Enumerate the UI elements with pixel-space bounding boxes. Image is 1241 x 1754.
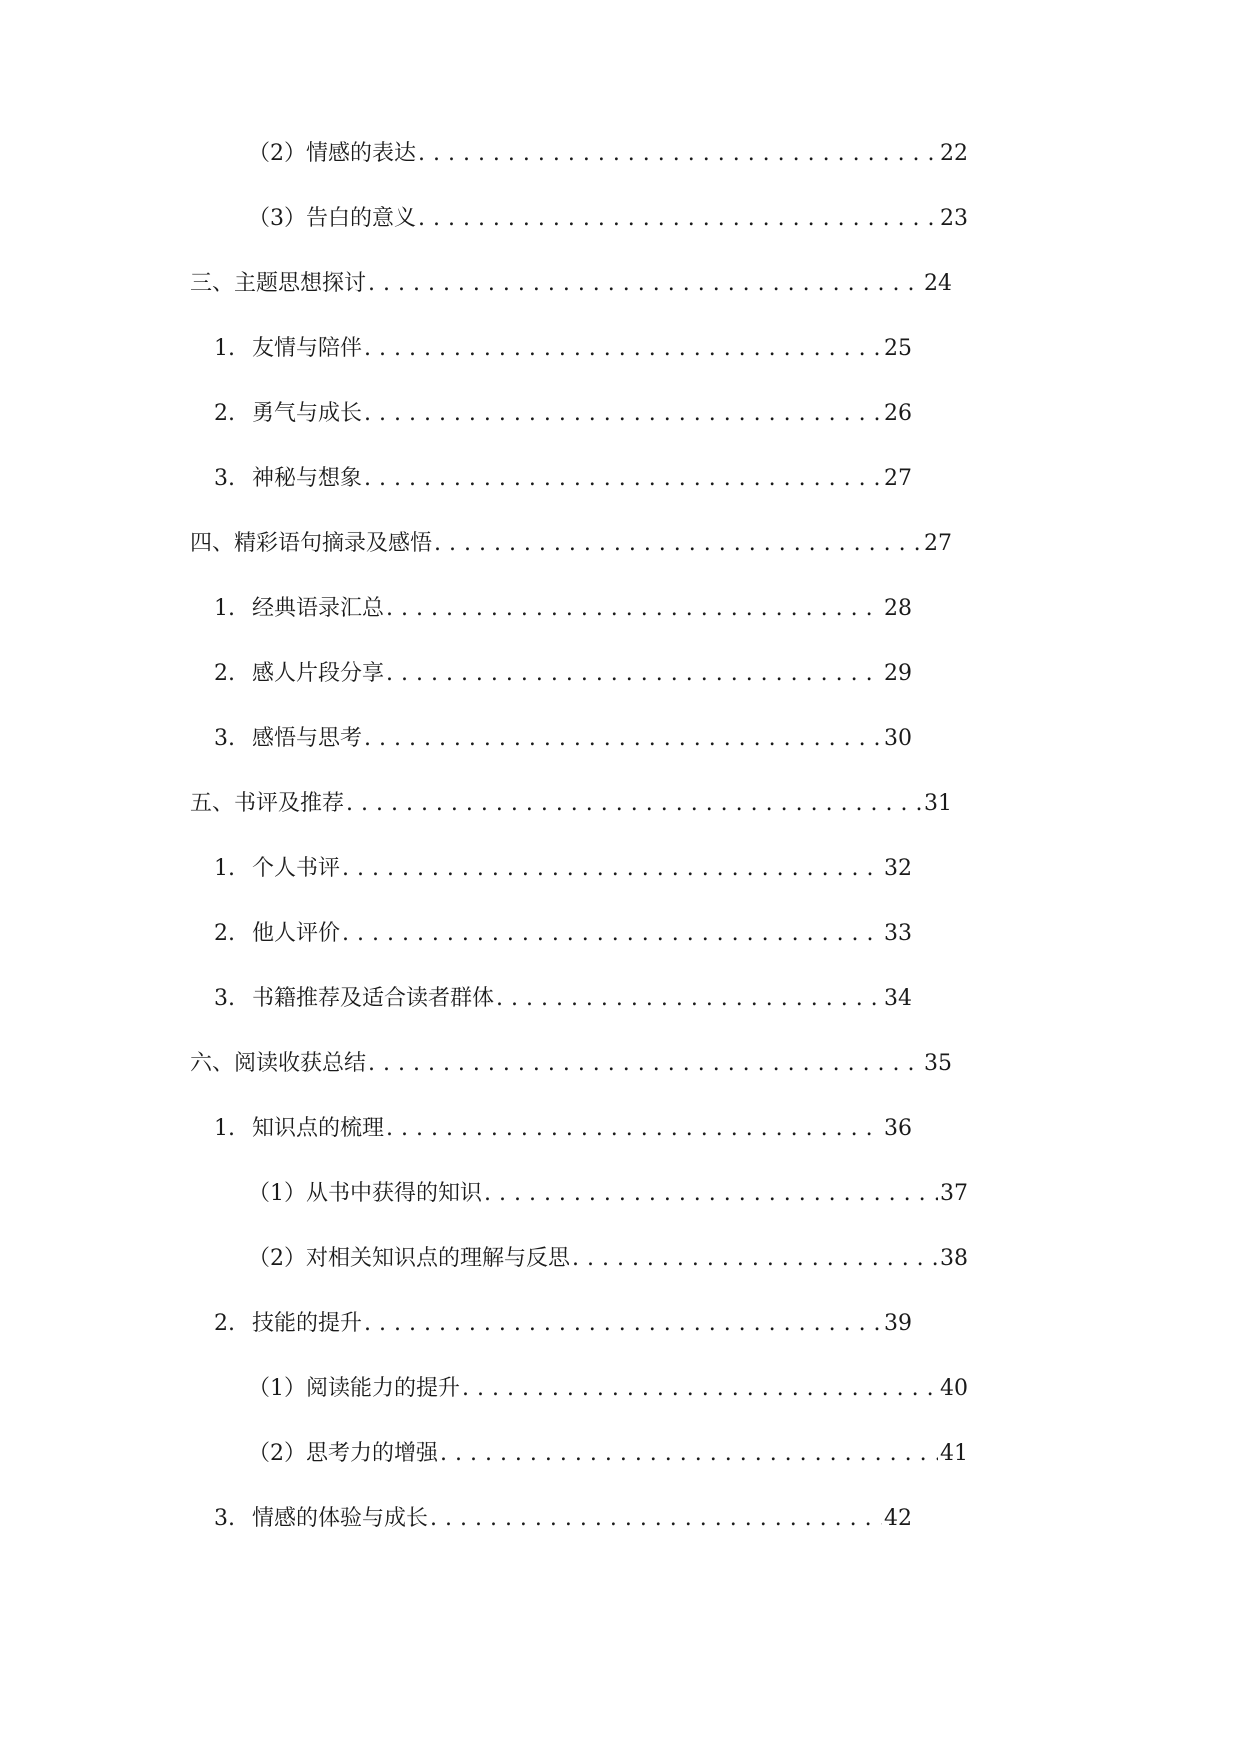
toc-entry-page-number: 35	[924, 1051, 952, 1076]
toc-entry[interactable]	[0, 1439, 1241, 1504]
toc-dot-leader	[572, 1244, 938, 1274]
toc-entry-title: 书籍推荐及适合读者群体	[252, 986, 495, 1011]
toc-entry[interactable]	[0, 659, 1241, 724]
toc-entry-title: 情感的体验与成长	[252, 1506, 429, 1531]
toc-dot-leader	[364, 399, 882, 429]
toc-entry-title: （2）思考力的增强	[248, 1441, 438, 1466]
toc-entry-line	[214, 854, 912, 884]
toc-entry-title: （3）告白的意义	[248, 206, 416, 231]
toc-entry-title: 六、阅读收获总结	[190, 1051, 367, 1076]
toc-entry-line	[214, 334, 912, 364]
toc-dot-leader	[346, 789, 922, 819]
toc-entry-page-number: 33	[884, 921, 912, 946]
toc-entry-number: 3.	[214, 1506, 235, 1531]
toc-entry-line	[214, 1504, 912, 1534]
toc-entry-title: 四、精彩语句摘录及感悟	[190, 531, 433, 556]
toc-entry-page-number: 24	[924, 271, 952, 296]
toc-dot-leader	[386, 659, 882, 689]
toc-entry[interactable]	[0, 204, 1241, 269]
toc-dot-leader	[434, 529, 922, 559]
toc-entry[interactable]	[0, 269, 1241, 334]
toc-entry-page-number: 41	[940, 1441, 968, 1466]
toc-entry-title: （1）从书中获得的知识	[248, 1181, 482, 1206]
toc-entry-line	[214, 399, 912, 429]
toc-dot-leader	[496, 984, 882, 1014]
toc-entry-page-number: 32	[884, 856, 912, 881]
toc-entry[interactable]	[0, 1179, 1241, 1244]
table-of-contents	[0, 139, 1241, 1569]
toc-entry-number: 1.	[214, 856, 235, 881]
toc-entry-page-number: 40	[940, 1376, 968, 1401]
toc-dot-leader	[440, 1439, 938, 1469]
toc-entry-page-number: 29	[884, 661, 912, 686]
toc-entry-title: 他人评价	[252, 921, 341, 946]
toc-entry[interactable]	[0, 464, 1241, 529]
toc-entry-title: （1）阅读能力的提升	[248, 1376, 460, 1401]
toc-entry-line	[214, 464, 912, 494]
toc-entry-title: 五、书评及推荐	[190, 791, 345, 816]
toc-entry-line	[248, 1244, 968, 1274]
toc-entry-title: 个人书评	[252, 856, 341, 881]
toc-dot-leader	[364, 1309, 882, 1339]
toc-entry-page-number: 30	[884, 726, 912, 751]
toc-entry-page-number: 38	[940, 1246, 968, 1271]
toc-entry-page-number: 39	[884, 1311, 912, 1336]
toc-dot-leader	[484, 1179, 938, 1209]
toc-dot-leader	[386, 594, 882, 624]
toc-entry[interactable]	[0, 1049, 1241, 1114]
toc-entry-number: 3.	[214, 726, 235, 751]
toc-entry-title: 友情与陪伴	[252, 336, 363, 361]
toc-entry-title: 神秘与想象	[252, 466, 363, 491]
toc-entry[interactable]	[0, 594, 1241, 659]
toc-dot-leader	[418, 204, 938, 234]
toc-entry-title: 技能的提升	[252, 1311, 363, 1336]
toc-entry-page-number: 34	[884, 986, 912, 1011]
toc-entry-line	[190, 529, 952, 559]
toc-entry-line	[248, 1179, 968, 1209]
toc-entry-line	[214, 1309, 912, 1339]
toc-entry[interactable]	[0, 984, 1241, 1049]
toc-entry-line	[214, 1114, 912, 1144]
toc-entry-title: （2）情感的表达	[248, 141, 416, 166]
toc-entry-page-number: 27	[924, 531, 952, 556]
toc-entry[interactable]	[0, 724, 1241, 789]
toc-entry-line	[190, 789, 952, 819]
toc-entry-number: 2.	[214, 921, 235, 946]
toc-entry-title: 感人片段分享	[252, 661, 385, 686]
toc-entry-page-number: 26	[884, 401, 912, 426]
toc-entry-line	[214, 659, 912, 689]
toc-entry-number: 3.	[214, 466, 235, 491]
toc-entry[interactable]	[0, 139, 1241, 204]
toc-entry-line	[214, 724, 912, 754]
toc-entry-title: 经典语录汇总	[252, 596, 385, 621]
toc-entry-number: 3.	[214, 986, 235, 1011]
toc-entry[interactable]	[0, 334, 1241, 399]
toc-entry-number: 1.	[214, 596, 235, 621]
toc-entry-line	[214, 919, 912, 949]
toc-entry-line	[248, 204, 968, 234]
toc-entry[interactable]	[0, 399, 1241, 464]
toc-entry[interactable]	[0, 1374, 1241, 1439]
toc-entry-line	[214, 984, 912, 1014]
toc-entry[interactable]	[0, 854, 1241, 919]
toc-entry-number: 2.	[214, 1311, 235, 1336]
toc-dot-leader	[342, 854, 882, 884]
toc-entry-page-number: 23	[940, 206, 968, 231]
toc-entry-title: 三、主题思想探讨	[190, 271, 367, 296]
toc-entry[interactable]	[0, 529, 1241, 594]
toc-dot-leader	[342, 919, 882, 949]
toc-entry-number: 2.	[214, 401, 235, 426]
toc-entry-page-number: 36	[884, 1116, 912, 1141]
toc-entry-line	[190, 1049, 952, 1079]
toc-dot-leader	[368, 269, 922, 299]
toc-dot-leader	[364, 334, 882, 364]
toc-entry[interactable]	[0, 1244, 1241, 1309]
toc-entry-title: 感悟与思考	[252, 726, 363, 751]
toc-entry[interactable]	[0, 1114, 1241, 1179]
toc-dot-leader	[368, 1049, 922, 1079]
toc-dot-leader	[364, 464, 882, 494]
toc-entry-page-number: 42	[884, 1506, 912, 1531]
toc-dot-leader	[418, 139, 938, 169]
toc-dot-leader	[430, 1504, 882, 1534]
toc-entry-page-number: 27	[884, 466, 912, 491]
toc-entry-page-number: 28	[884, 596, 912, 621]
toc-entry-line	[248, 139, 968, 169]
toc-dot-leader	[364, 724, 882, 754]
toc-entry-title: （2）对相关知识点的理解与反思	[248, 1246, 570, 1271]
toc-entry-number: 1.	[214, 1116, 235, 1141]
toc-entry[interactable]	[0, 919, 1241, 984]
toc-dot-leader	[386, 1114, 882, 1144]
toc-entry-number: 1.	[214, 336, 235, 361]
toc-entry[interactable]	[0, 789, 1241, 854]
toc-entry[interactable]	[0, 1309, 1241, 1374]
toc-entry-page-number: 37	[940, 1181, 968, 1206]
toc-entry-line	[214, 594, 912, 624]
toc-entry[interactable]	[0, 1504, 1241, 1569]
toc-entry-title: 勇气与成长	[252, 401, 363, 426]
toc-entry-title: 知识点的梳理	[252, 1116, 385, 1141]
toc-entry-page-number: 22	[940, 141, 968, 166]
toc-entry-line	[190, 269, 952, 299]
toc-entry-page-number: 25	[884, 336, 912, 361]
toc-dot-leader	[462, 1374, 938, 1404]
toc-entry-number: 2.	[214, 661, 235, 686]
toc-entry-line	[248, 1439, 968, 1469]
toc-entry-page-number: 31	[924, 791, 952, 816]
toc-entry-line	[248, 1374, 968, 1404]
